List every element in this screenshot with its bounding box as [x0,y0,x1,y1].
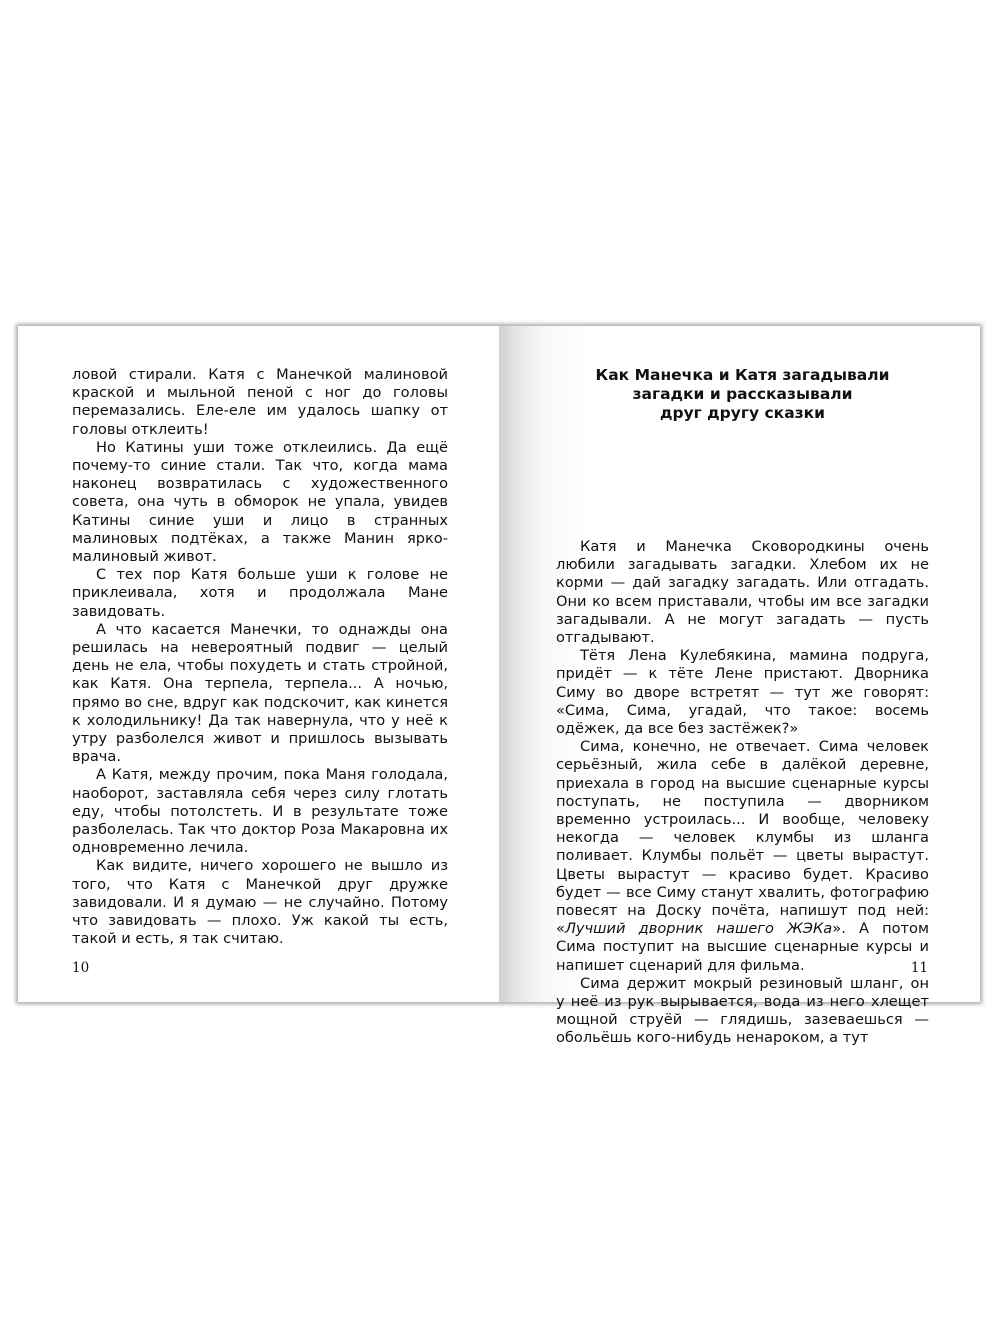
page-number-right: 11 [910,960,928,976]
paragraph: С тех пор Катя больше уши к голове не приклеивала, хотя и продолжала Мане завидовать. [72,566,448,620]
paragraph: ловой стирали. Катя с Манечкой малиновой краской и мыльной пеной с ног до головы перемазались. Еле-еле им удалось шапку от головы отклеить! [72,366,448,438]
right-page [499,326,980,1047]
paragraph-text: ». А потом Сима поступит на высшие сценарные курсы и напишет сценарий для фильма. [556,920,929,974]
left-page [18,326,499,1002]
book-spread [18,326,980,1047]
italic-quote: Лучший дворник нашего ЖЭКа [564,920,833,938]
paragraph: А что касается Манечки, то однажды она решилась на невероятный подвиг — целый день не ела, чтобы похудеть и стать стройной, как Катя. Она терпела, терпела... А ночью, прямо во сне, вдруг как подскочит, как кинется к холодильнику! Да так навернула, что у неё к утру разболелся живот и пришлось вызывать врача. [72,620,448,766]
heading-line: друг другу сказки [659,404,826,422]
heading-line: загадки и рассказывали [632,385,853,403]
paragraph [556,738,929,975]
paragraph-text: Сима, конечно, не отвечает. Сима человек серьёзный, жила себе в далёкой деревне, приехала в город на высшие сценарные курсы поступать, не поступила — дворником временно устроилась... И вообще, человеку некогда — человек клумбы из шланга поливает. Клумбы польёт — цветы вырастут. Цветы вырастут — красиво будет. Красиво будет — все Симу станут хвалить, фотографию повесят на Доску почёта, напишут под ней: « [556,738,929,938]
right-page-text [556,538,929,1048]
page-number-left: 10 [72,960,90,976]
chapter-heading [556,366,929,423]
paragraph: Сима держит мокрый резиновый шланг, он у неё из рук вырывается, вода из него хлещет мощной струёй — глядишь, зазеваешься — обольёшь кого-нибудь ненароком, а тут [556,974,929,1047]
paragraph: Тётя Лена Кулебякина, мамина подруга, придёт — к тёте Лене пристают. Дворника Симу во дворе встретят — тут же говорят: «Сима, Сима, угадай, что такое: восемь одёжек, да все без застёжек?» [556,647,929,738]
paragraph: Катя и Манечка Сковородкины очень любили загадывать загадки. Хлебом их не корми — дай загадку загадать. Или отгадать. Они ко всем приставали, чтобы им все загадки загадывали. А не могут загадать — пусть отгадывают. [556,538,929,647]
heading-line: Как Манечка и Катя загадывали [595,366,890,384]
left-page-text [72,366,448,949]
paragraph: Как видите, ничего хорошего не вышло из того, что Катя с Манечкой друг дружке завидовали. И я думаю — не случайно. Потому что завидовать — плохо. Уж какой ты есть, такой и есть, я так считаю. [72,857,448,948]
paragraph: Но Катины уши тоже отклеились. Да ещё почему-то синие стали. Так что, когда мама наконец возвратилась с художественного совета, она чуть в обморок не упала, увидев Катины синие уши и лицо в странных малиновых подтёках, а также Манин ярко-малиновый живот. [72,438,448,566]
paragraph: А Катя, между прочим, пока Маня голодала, наоборот, заставляла себя через силу глотать еду, чтобы потолстеть. И в результате тоже разболелась. Так что доктор Роза Макаровна их одновременно лечила. [72,766,448,857]
